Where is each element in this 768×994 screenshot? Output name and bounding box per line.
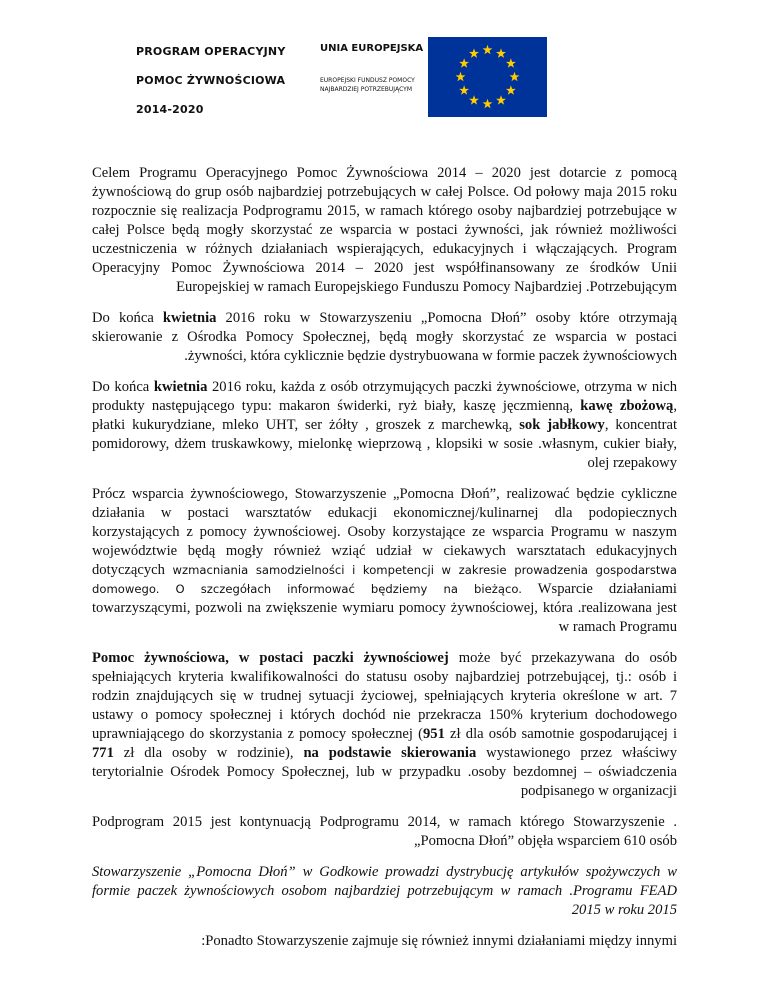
eu-subtitle — [320, 76, 423, 94]
eu-subtitle-line-2: NAJBARDZIEJ POTRZEBUJĄCYM — [320, 86, 412, 93]
eu-star-icon — [456, 72, 466, 81]
sans-text: wzmacniania samodzielności i kompetencji w zakresie prowadzenia gospodarstwa domowego. O szczegółach informować będziemy na bieżąco. — [92, 563, 677, 596]
eu-star-icon — [510, 72, 520, 81]
eu-stars-icon — [428, 37, 547, 117]
bold-text: na podstawie skierowania — [303, 745, 477, 761]
bold-text: sok jabłkowy — [519, 417, 605, 433]
eu-star-icon — [496, 48, 506, 57]
text-span: 2016 roku w Stowarzyszeniu „Pomocna Dłoń” osoby które otrzymają skierowanie z Ośrodka Pomocy Społecznej, będą mogły skorzystać ze wsparcia w postaci .żywności, która cyklicznie będzie dystrybuowana w formie paczek żywnościowych — [92, 310, 677, 364]
text-span: zł dla osoby w rodzinie), — [113, 745, 304, 761]
paragraph-eligibility — [92, 649, 677, 801]
eu-text-block — [320, 43, 423, 94]
paragraph-subprogram: Podprogram 2015 jest kontynuacją Podprogramu 2014, w ramach którego Stowarzyszenie .„Pomocna Dłoń” objęła wsparciem 610 osób — [92, 814, 677, 849]
program-title-line-2: POMOC ŻYWNOŚCIOWA — [136, 74, 286, 87]
bold-text: 771 — [92, 745, 114, 761]
eu-star-icon — [496, 95, 506, 104]
paragraph-workshops — [92, 485, 677, 637]
text-span: Do końca — [92, 379, 154, 395]
text-span: zł dla osób samotnie gospodarującej i — [444, 726, 677, 742]
program-title-line-1: PROGRAM OPERACYJNY — [136, 45, 286, 58]
program-header — [136, 44, 285, 131]
bold-text: kawę zbożową — [580, 398, 674, 414]
bold-text: Pomoc żywnościowa, w postaci paczki żywnościowej — [92, 650, 449, 666]
paragraph-april-support — [92, 309, 677, 366]
eu-star-icon — [483, 45, 493, 54]
text-span: wystawionego przez właściwy terytorialnie Ośrodek Pomocy Społecznej, lub w przypadku .osoby bezdomnej – oświadczenia podpisanego w organizacji — [92, 745, 677, 799]
eu-star-icon — [506, 58, 516, 67]
program-title-line-3: 2014-2020 — [136, 103, 204, 116]
paragraph-products — [92, 378, 677, 473]
paragraph-other-activities: :Ponadto Stowarzyszenie zajmuje się również innymi działaniami między innymi — [201, 933, 677, 949]
bold-text: kwietnia — [153, 379, 208, 395]
text-span: 2016 roku, każda z osób otrzymujących paczki żywnościowe, otrzyma w nich produkty następującego typu: makaron świderki, ryż biały, kaszę jęczmienną, — [92, 379, 677, 414]
document-body — [92, 164, 677, 963]
paragraph-distribution: Stowarzyszenie „Pomocna Dłoń” w Godkowie prowadzi dystrybucję artykułów spożywczych w formie paczek żywnościowych osobom najbardziej potrzebującym w ramach .Programu FEAD 2015 w roku 2015 — [92, 864, 677, 918]
eu-star-icon — [483, 99, 493, 108]
eu-star-icon — [469, 48, 479, 57]
eu-star-icon — [459, 58, 469, 67]
text-span: Do końca — [92, 310, 163, 326]
eu-flag-icon — [428, 37, 547, 117]
eu-star-icon — [459, 85, 469, 94]
eu-star-icon — [506, 85, 516, 94]
text-span: , płatki kukurydziane, mleko UHT, ser żółty , groszek z marchewką, — [92, 398, 677, 433]
text-span: Prócz wsparcia żywnościowego, Stowarzyszenie „Pomocna Dłoń”, realizować będzie cykliczne działania w postaci warsztatów edukacji ekonomicznej/kulinarnej dla podopiecznych korzystających z pomocy żywnościowej. Osoby korzystające ze wsparcia Programu w naszym województwie będą mogły również wziąć udział w ciekawych warsztatach edukacyjnych dotyczących — [92, 486, 677, 578]
eu-star-icon — [469, 95, 479, 104]
bold-text: kwietnia — [162, 310, 217, 326]
eu-title: UNIA EUROPEJSKA — [320, 43, 424, 54]
bold-text: 951 — [422, 726, 445, 742]
paragraph-program-goal: Celem Programu Operacyjnego Pomoc Żywnościowa 2014 – 2020 jest dotarcie z pomocą żywnościową do grup osób najbardziej potrzebujących w całej Polsce. Od połowy maja 2015 roku rozpocznie się realizacja Podprogramu 2015, w ramach którego osoby najbardziej potrzebujące w całej Polsce będą mogły skorzystać ze wsparcia w postaci żywności, jak również możliwości uczestniczenia w różnych działaniach wspierających, edukacyjnych i włączających. Program Operacyjny Pomoc Żywnościowa 2014 – 2020 jest współfinansowany ze środków Unii Europejskiej w ramach Europejskiego Funduszu Pomocy Najbardziej .Potrzebującym — [92, 165, 677, 295]
text-span: może być przekazywana do osób spełniających kryteria kwalifikowalności do statusu osoby najbardziej potrzebującej, tj.: osób i rodzin znajdujących się w trudnej sytuacji życiowej, spełniających kryteria określone w art. 7 ustawy o pomocy społecznej i których dochód nie przekracza 150% kryterium dochodowego uprawniającego do skorzystania z pomocy społecznej ( — [92, 650, 678, 742]
text-span: Wsparcie działaniami towarzyszącymi, pozwoli na zwiększenie wymiaru pomocy żywnościowej, która .realizowana jest w ramach Programu — [92, 581, 677, 635]
text-span: , koncentrat pomidorowy, dżem truskawkowy, mielonkę wieprzową , klopsiki w sosie .własnym, cukier biały, olej rzepakowy — [92, 417, 678, 471]
eu-subtitle-line-1: EUROPEJSKI FUNDUSZ POMOCY — [320, 77, 415, 84]
